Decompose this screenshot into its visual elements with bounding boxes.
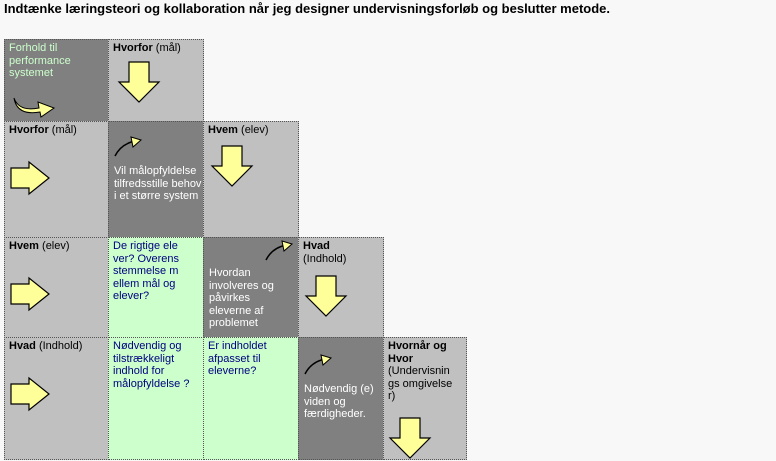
cell-sub: (Indhold) <box>35 340 83 352</box>
cell-hvad-row-header <box>4 337 109 460</box>
cell-heading: Hvem <box>9 240 39 252</box>
cell-heading: Hvad <box>9 340 36 352</box>
cell-text: De rigtige elever? Overensstemmelse mellem mål og elever? <box>113 240 180 302</box>
diagonal-arrow-icon <box>113 136 143 158</box>
cell-sub: (elev) <box>38 240 70 252</box>
right-arrow-icon <box>9 160 51 196</box>
cell-hvem-row-header <box>4 237 109 338</box>
cell-heading: Hvad <box>303 240 330 252</box>
cell-text: Nødvendig (e) viden og færdigheder. <box>304 383 374 420</box>
cell-text: Nødvendig og tilstrækkeligt indhold for målopfyldelse ? <box>113 340 190 390</box>
cell-content-fit <box>203 337 299 460</box>
cell-hvad-header <box>298 237 384 338</box>
cell-heading: Hvem <box>208 124 238 136</box>
down-arrow-icon <box>117 60 161 104</box>
page-title: Indtænke læringsteori og kollaboration når jeg designer undervisningsforløb og beslutter metode. <box>4 1 611 16</box>
cell-learner-involvement <box>203 237 299 338</box>
cell-sub: (mål) <box>152 42 181 54</box>
right-arrow-icon <box>9 276 51 312</box>
diagonal-arrow-icon <box>264 240 294 262</box>
cell-knowledge-skills <box>298 337 384 460</box>
down-arrow-icon <box>388 416 432 460</box>
cell-heading: Hvorfor <box>113 42 153 54</box>
cell-hvorfor-row-header <box>4 121 109 238</box>
down-arrow-icon <box>304 274 348 318</box>
cell-text: Forhold til performance systemet <box>9 42 71 79</box>
cell-text: Vil målopfyldelse tilfredsstille behov i et større system <box>114 165 202 202</box>
cell-heading: Hvorfor <box>9 124 49 136</box>
cell-sub: (elev) <box>237 124 269 136</box>
cell-hvem-header <box>203 121 299 238</box>
cell-text: Er indholdet afpasset til eleverne? <box>208 340 267 377</box>
cell-performance-system <box>4 39 109 122</box>
cell-necessary-content <box>108 337 204 460</box>
cell-sub: (Undervisnings omgivelser) <box>388 365 453 402</box>
curved-arrow-icon <box>11 90 57 118</box>
cell-system-needs <box>108 121 204 238</box>
cell-right-learners <box>108 237 204 338</box>
cell-text: Hvordan involveres og påvirkes eleverne af problemet <box>209 267 274 329</box>
right-arrow-icon <box>9 376 51 412</box>
cell-hvornaar-header <box>383 337 467 460</box>
down-arrow-icon <box>210 144 254 188</box>
cell-sub: (mål) <box>48 124 77 136</box>
diagonal-arrow-icon <box>303 354 333 376</box>
cell-hvorfor-header-top <box>108 39 204 122</box>
cell-sub: (Indhold) <box>303 252 347 265</box>
cell-heading: Hvornår og Hvor <box>388 340 447 365</box>
